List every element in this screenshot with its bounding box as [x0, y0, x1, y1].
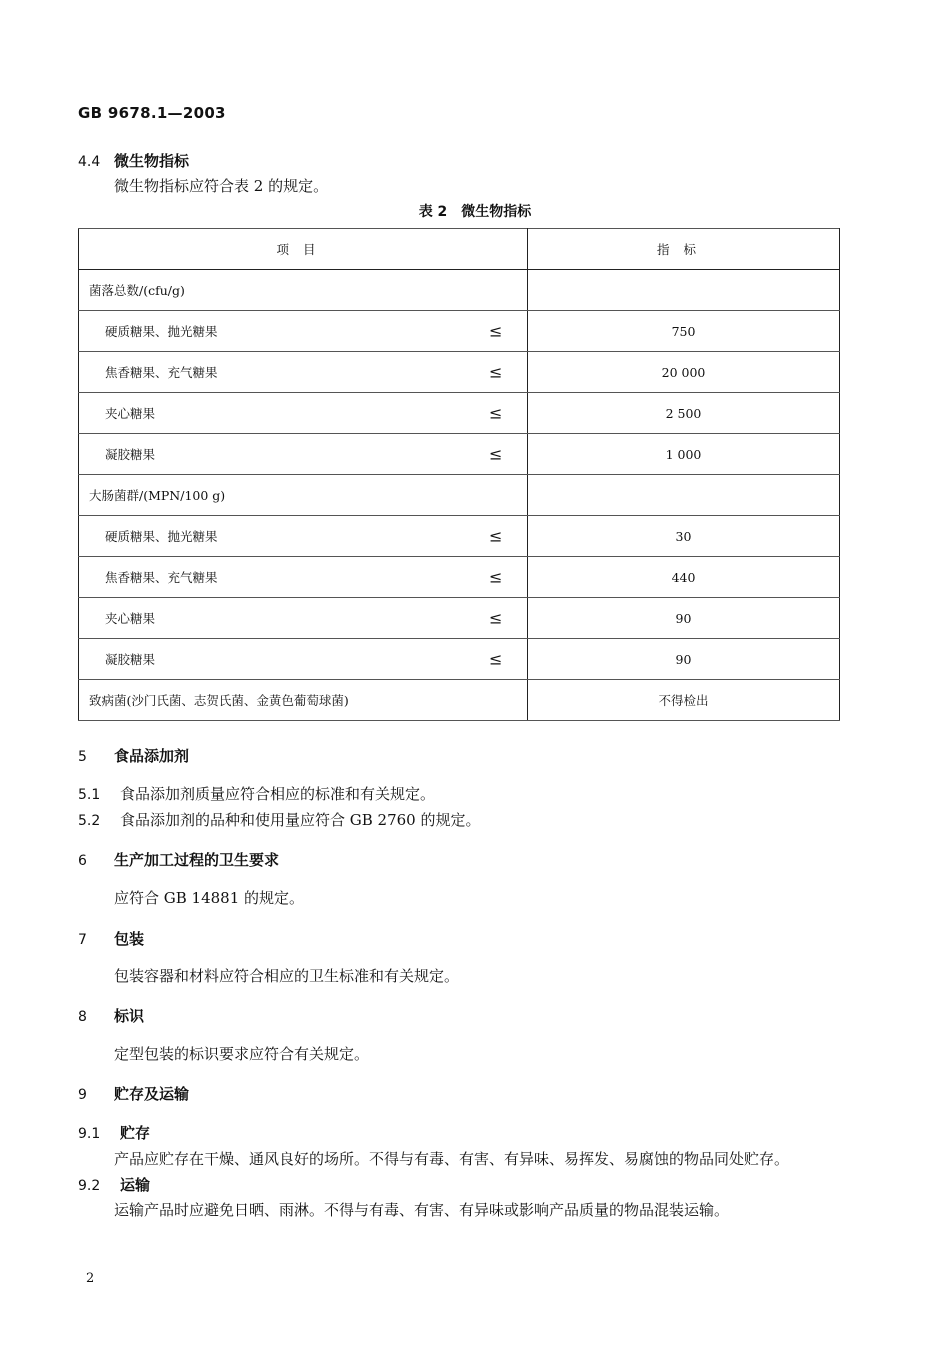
less-equal-symbol: ≤ [489, 649, 503, 669]
section-title: 生产加工过程的卫生要求 [114, 851, 280, 869]
table-row [79, 434, 840, 475]
row-value: 440 [528, 557, 840, 598]
row-label: 夹心糖果 [105, 406, 156, 421]
section-number: 9.2 [78, 1178, 101, 1194]
section-title: 微生物指标 [114, 152, 190, 170]
less-equal-symbol: ≤ [489, 403, 503, 423]
row-value: 750 [528, 311, 840, 352]
table-row [79, 475, 840, 516]
row-item-cell [79, 352, 528, 393]
header-item: 项目 [79, 229, 528, 270]
row-label: 致病菌(沙门氏菌、志贺氏菌、金黄色葡萄球菌) [89, 693, 349, 708]
clause-text: 食品添加剂的品种和使用量应符合 GB 2760 的规定。 [120, 811, 481, 829]
row-label: 焦香糖果、充气糖果 [105, 365, 218, 380]
table-row [79, 598, 840, 639]
section-number: 6 [78, 853, 87, 869]
less-equal-symbol: ≤ [489, 321, 503, 341]
section-5-heading [78, 745, 189, 766]
row-label: 大肠菌群/(MPN/100 g) [89, 488, 226, 503]
row-item-cell [79, 639, 528, 680]
section-9-1-text: 产品应贮存在干燥、通风良好的场所。不得与有毒、有害、有异味、易挥发、易腐蚀的物品同处贮存。 [114, 1150, 790, 1168]
table-row [79, 557, 840, 598]
clause-number: 5.1 [78, 787, 101, 803]
less-equal-symbol: ≤ [489, 444, 503, 464]
section-8-text: 定型包装的标识要求应符合有关规定。 [114, 1045, 370, 1063]
row-label: 夹心糖果 [105, 611, 156, 626]
row-value: 20 000 [528, 352, 840, 393]
section-number: 9.1 [78, 1126, 101, 1142]
row-item-cell [79, 393, 528, 434]
less-equal-symbol: ≤ [489, 362, 503, 382]
table-row [79, 352, 840, 393]
section-8-heading [78, 1005, 144, 1026]
row-label: 硬质糖果、抛光糖果 [105, 529, 218, 544]
section-number: 4.4 [78, 154, 101, 170]
section-7-heading [78, 928, 144, 949]
page-number: 2 [86, 1271, 95, 1286]
clause-number: 5.2 [78, 813, 101, 829]
row-label: 凝胶糖果 [105, 447, 156, 462]
table-header-row [79, 229, 840, 270]
row-value: 2 500 [528, 393, 840, 434]
row-label: 菌落总数/(cfu/g) [89, 283, 185, 298]
section-title: 食品添加剂 [114, 747, 190, 765]
section-title: 包装 [114, 930, 145, 948]
less-equal-symbol: ≤ [489, 526, 503, 546]
table-row [79, 270, 840, 311]
row-value: 90 [528, 598, 840, 639]
section-number: 8 [78, 1009, 87, 1025]
section-title: 标识 [114, 1007, 145, 1025]
table-row [79, 311, 840, 352]
section-title: 贮存及运输 [114, 1085, 190, 1103]
section-9-2-text: 运输产品时应避免日晒、雨淋。不得与有毒、有害、有异味或影响产品质量的物品混装运输。 [114, 1201, 730, 1219]
row-label: 焦香糖果、充气糖果 [105, 570, 218, 585]
section-title: 贮存 [120, 1124, 151, 1142]
section-7-text: 包装容器和材料应符合相应的卫生标准和有关规定。 [114, 967, 460, 985]
row-item-cell [79, 311, 528, 352]
section-9-1-heading [78, 1122, 150, 1143]
table-row [79, 639, 840, 680]
row-item-cell [79, 270, 528, 311]
less-equal-symbol: ≤ [489, 567, 503, 587]
row-item-cell [79, 598, 528, 639]
less-equal-symbol: ≤ [489, 608, 503, 628]
section-4-4-heading [78, 150, 189, 171]
row-label: 硬质糖果、抛光糖果 [105, 324, 218, 339]
section-number: 9 [78, 1087, 87, 1103]
standard-code: GB 9678.1—2003 [78, 104, 226, 122]
row-item-cell [79, 434, 528, 475]
row-value: 30 [528, 516, 840, 557]
table-row [79, 680, 840, 721]
clause-text: 食品添加剂质量应符合相应的标准和有关规定。 [120, 785, 436, 803]
table-row [79, 516, 840, 557]
row-item-cell [79, 557, 528, 598]
row-item-cell [79, 475, 528, 516]
row-value [528, 270, 840, 311]
section-6-text: 应符合 GB 14881 的规定。 [114, 889, 305, 907]
row-value: 不得检出 [528, 680, 840, 721]
section-title: 运输 [120, 1176, 151, 1194]
section-5-1 [78, 783, 435, 804]
microbial-indicator-table [78, 228, 840, 721]
table-caption: 表 2 微生物指标 [418, 204, 532, 220]
row-label: 凝胶糖果 [105, 652, 156, 667]
table-row [79, 393, 840, 434]
row-item-cell [79, 680, 528, 721]
section-9-2-heading [78, 1174, 150, 1195]
section-9-heading [78, 1083, 189, 1104]
section-6-heading [78, 849, 279, 870]
row-item-cell [79, 516, 528, 557]
section-number: 5 [78, 749, 87, 765]
section-5-2 [78, 809, 481, 830]
row-value [528, 475, 840, 516]
section-number: 7 [78, 932, 87, 948]
row-value: 90 [528, 639, 840, 680]
section-4-4-text: 微生物指标应符合表 2 的规定。 [114, 177, 329, 195]
row-value: 1 000 [528, 434, 840, 475]
header-value: 指标 [528, 229, 840, 270]
